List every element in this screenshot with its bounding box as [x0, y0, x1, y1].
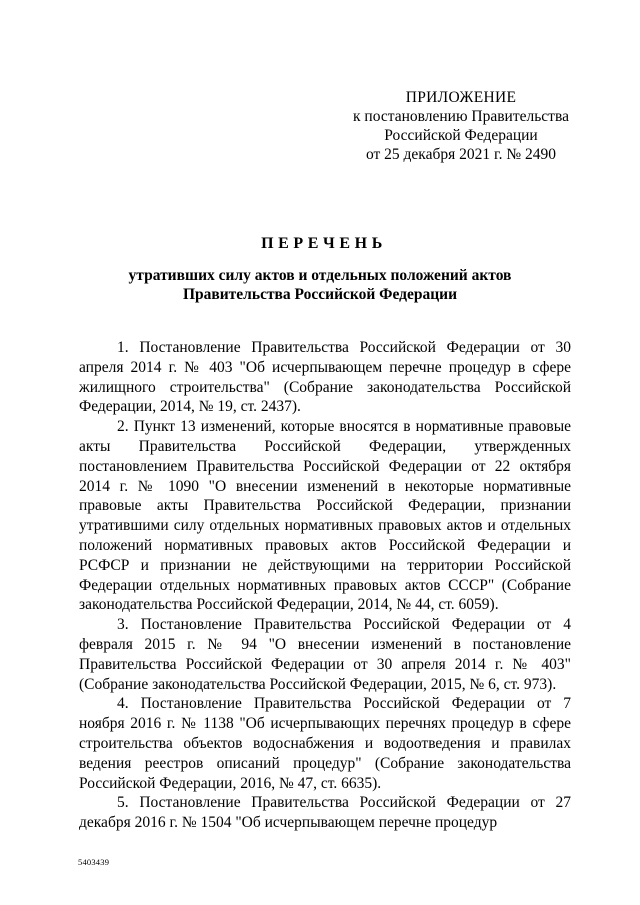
document-code: 5403439 — [78, 857, 110, 867]
appendix-heading: ПРИЛОЖЕНИЕ — [405, 89, 517, 106]
list-item-4: 4. Постановление Правительства Российской Федерации от 7 ноября 2016 г. № 1138 "Об исчерпывающих перечнях процедур в сфере строительства объектов водоснабжения и водоотведения и правилах ведения реестров описаний процедур" (Собрание законодательства Российской Федерации, 2016, № 47, ст. 6635). — [79, 695, 571, 792]
document-subtitle — [100, 266, 540, 304]
document-body — [79, 338, 571, 833]
document-title: ПЕРЕЧЕНЬ — [261, 235, 387, 252]
appendix-line-1: к постановлению Правительства — [353, 108, 569, 125]
list-item-2: 2. Пункт 13 изменений, которые вносятся в нормативные правовые акты Правительства Российской Федерации, утвержденных постановлением Правительства Российской Федерации от 22 октября 2014 г. № 1090 "О внесении изменений в некоторые нормативные правовые акты Правительства Российской Федерации, признании утратившими силу отдельных нормативных правовых актов и отдельных положений нормативных правовых актов Российской Федерации и РСФСР и признании не действующими на территории Российской Федерации отдельных нормативных правовых актов СССР" (Собрание законодательства Российской Федерации, 2014, № 44, ст. 6059). — [79, 418, 571, 614]
list-item-3: 3. Постановление Правительства Российской Федерации от 4 февраля 2015 г. № 94 "О внесении изменений в постановление Правительства Российской Федерации от 30 апреля 2014 г. № 403" (Собрание законодательства Российской Федерации, 2015, № 6, ст. 973). — [79, 616, 571, 693]
appendix-block — [330, 88, 592, 164]
subtitle-line-2: Правительства Российской Федерации — [182, 286, 458, 303]
list-item-1: 1. Постановление Правительства Российской Федерации от 30 апреля 2014 г. № 403 "Об исчерпывающем перечне процедур в сфере жилищного строительства" (Собрание законодательства Российской Федерации, 2014, № 19, ст. 2437). — [79, 339, 571, 416]
appendix-line-2: Российской Федерации — [384, 127, 538, 144]
subtitle-line-1: утративших силу актов и отдельных положений актов — [128, 267, 512, 284]
list-item-5: 5. Постановление Правительства Российской Федерации от 27 декабря 2016 г. № 1504 "Об исчерпывающем перечне процедур — [79, 794, 571, 832]
appendix-line-3: от 25 декабря 2021 г. № 2490 — [365, 146, 557, 163]
